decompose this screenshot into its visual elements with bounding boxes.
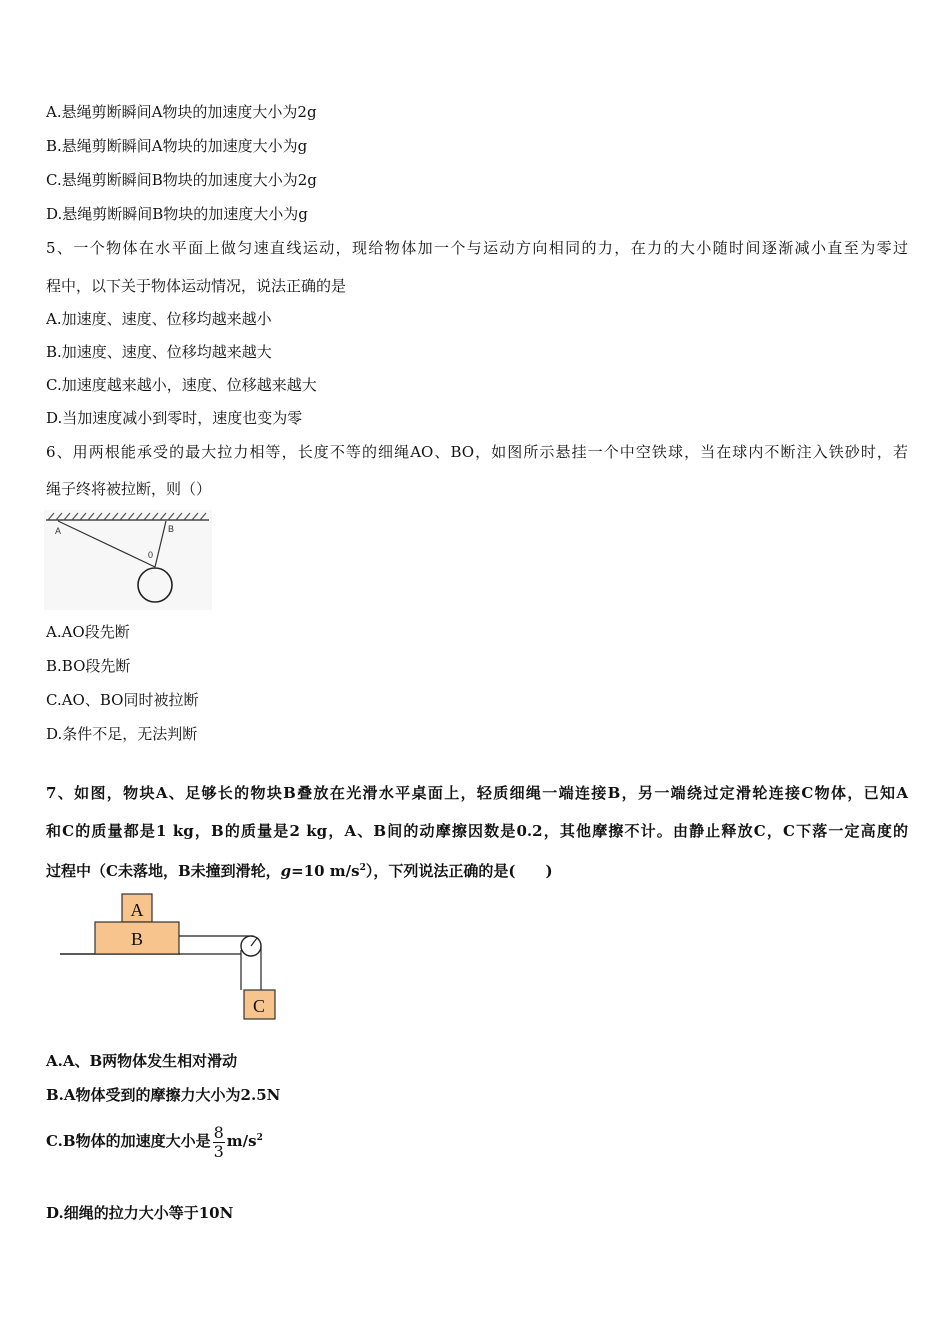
q4-option-c: C.悬绳剪断瞬间B物块的加速度大小为2g (46, 171, 317, 189)
q7-stem-line3: 过程中（C未落地，B未撞到滑轮，g=10 $m/s^2$），下列说法正确的是( ) (46, 862, 553, 880)
block-a-label: A (130, 900, 144, 920)
q7-stem-line1: 7、如图，物块A、足够长的物块B叠放在光滑水平桌面上，轻质细绳一端连接B，另一端绕过定滑轮连接C物体，已知A (46, 784, 908, 802)
block-b-label: B (130, 929, 144, 949)
q6-stem-line2: 绳子终将被拉断，则（） (46, 480, 212, 498)
q6-stem-line1: 6、用两根能承受的最大拉力相等，长度不等的细绳AO、BO，如图所示悬挂一个中空铁球，当在球内不断注入铁砂时，若 (46, 443, 908, 461)
q5-stem-line2: 程中，以下关于物体运动情况，说法正确的是 (46, 277, 347, 295)
q5-option-b: B.加速度、速度、位移均越来越大 (46, 343, 272, 361)
q7-option-c: C.B物体的加速度大小是 $\frac{8}{3}$ $m/s^2$ (46, 1122, 263, 1161)
q6-option-a: A.AO段先断 (46, 623, 130, 641)
q5-option-d: D.当加速度减小到零时，速度也变为零 (46, 409, 303, 427)
q7-option-a: A.A、B两物体发生相对滑动 (46, 1052, 238, 1070)
label-b: B (168, 524, 175, 534)
q6-option-d: D.条件不足，无法判断 (46, 725, 198, 743)
q5-stem-line1: 5、一个物体在水平面上做匀速直线运动，现给物体加一个与运动方向相同的力，在力的大小随时间逐渐减小直至为零过 (46, 239, 908, 257)
q5-option-c: C.加速度越来越小，速度、位移越来越大 (46, 376, 317, 394)
q6-option-c: C.AO、BO同时被拉断 (46, 691, 199, 709)
label-a: A (55, 526, 62, 536)
q4-option-b: B.悬绳剪断瞬间A物块的加速度大小为g (46, 137, 308, 155)
label-o: 0 (148, 550, 154, 560)
q7-option-b: B.A物体受到的摩擦力大小为2.5N (46, 1086, 281, 1104)
q7-option-d: D.细绳的拉力大小等于10N (46, 1204, 234, 1222)
q4-option-d: D.悬绳剪断瞬间B物块的加速度大小为g (46, 205, 308, 223)
q5-option-a: A.加速度、速度、位移均越来越小 (46, 310, 272, 328)
q6-figure-background (44, 510, 212, 610)
q7-figure (58, 892, 283, 1022)
block-c-label: C (252, 996, 266, 1016)
q7-stem-line2: 和C的质量都是1 kg，B的质量是2 kg，A、B间的动摩擦因数是0.2，其他摩擦不计。由静止释放C，C下落一定高度的 (46, 822, 908, 840)
q4-option-a: A.悬绳剪断瞬间A物块的加速度大小为2g (46, 103, 317, 121)
q6-option-b: B.BO段先断 (46, 657, 131, 675)
q6-figure (44, 510, 212, 610)
fraction-8-3: $\frac{8}{3}$ (213, 1122, 224, 1161)
